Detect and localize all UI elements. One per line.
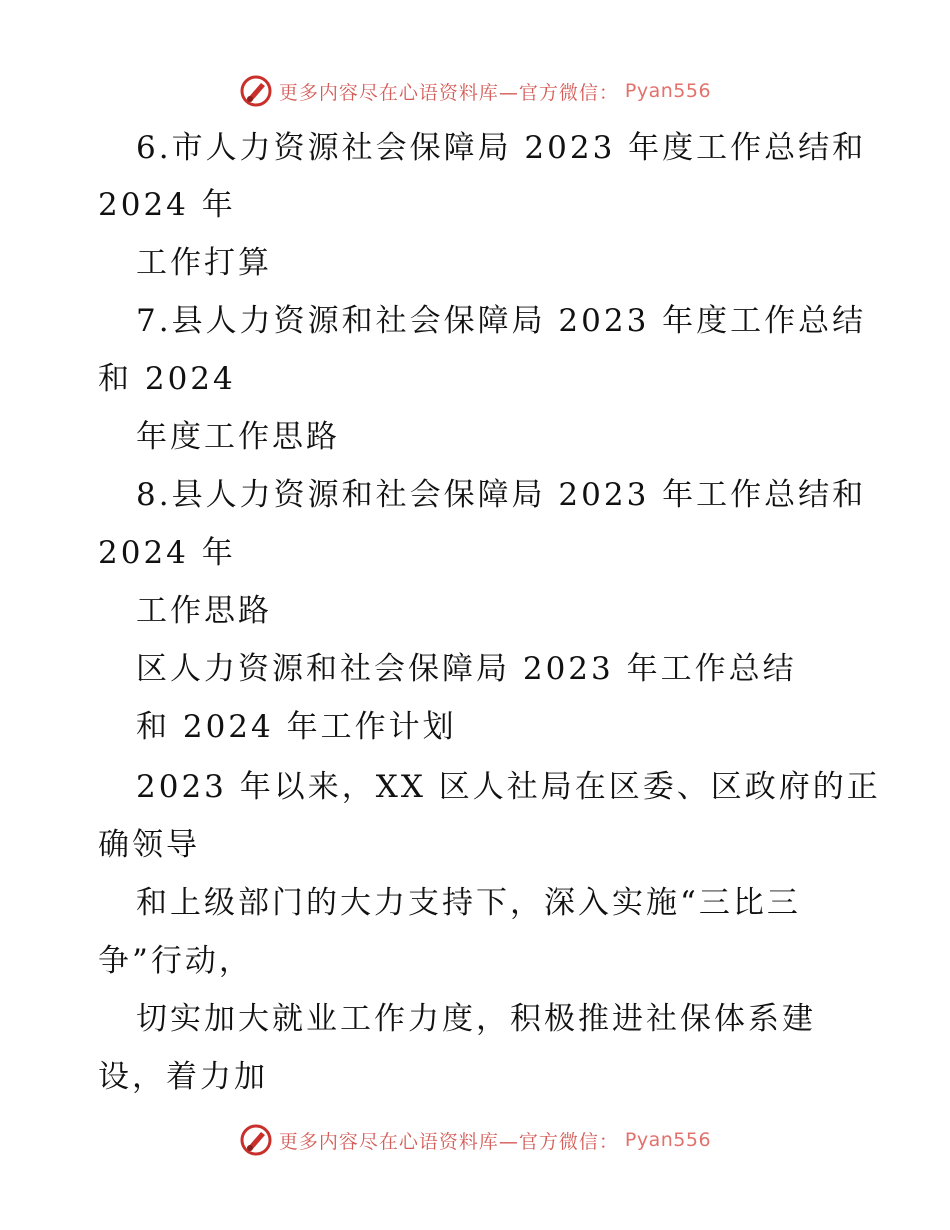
- text-line: 区人力资源和社会保障局 2023 年工作总结: [136, 651, 797, 687]
- text-line: 2024 年: [98, 535, 236, 571]
- text-line: 年度工作思路: [136, 419, 340, 455]
- text-line: 8.县人力资源和社会保障局 2023 年工作总结和: [136, 477, 867, 513]
- text-line: 设，着力加: [98, 1059, 268, 1095]
- text-line: 6.市人力资源社会保障局 2023 年度工作总结和: [136, 130, 867, 166]
- text-line: 和 2024 年工作计划: [136, 709, 457, 745]
- brush-logo-icon: [239, 74, 273, 108]
- text-line: 和上级部门的大力支持下，深入实施“三比三: [136, 885, 801, 921]
- text-line: 确领导: [98, 827, 200, 863]
- watermark-footer: [0, 1120, 950, 1160]
- text-line: 争”行动，: [98, 943, 253, 979]
- text-line: 工作打算: [136, 245, 272, 281]
- text-line: 切实加大就业工作力度，积极推进社保体系建: [136, 1001, 816, 1037]
- text-line: 2023 年以来，XX 区人社局在区委、区政府的正: [136, 769, 881, 805]
- watermark-header: [0, 71, 950, 111]
- watermark-text: 更多内容尽在心语资料库—官方微信：: [278, 81, 619, 104]
- text-line: 和 2024: [98, 361, 236, 397]
- watermark-text: 更多内容尽在心语资料库—官方微信：: [278, 1130, 619, 1153]
- brush-logo-icon: [239, 1123, 273, 1157]
- text-line: 7.县人力资源和社会保障局 2023 年度工作总结: [136, 303, 867, 339]
- watermark-wechat-id: Pyan556: [624, 1129, 712, 1151]
- text-line: 工作思路: [136, 593, 272, 629]
- text-line: 2024 年: [98, 187, 236, 223]
- watermark-wechat-id: Pyan556: [624, 80, 712, 102]
